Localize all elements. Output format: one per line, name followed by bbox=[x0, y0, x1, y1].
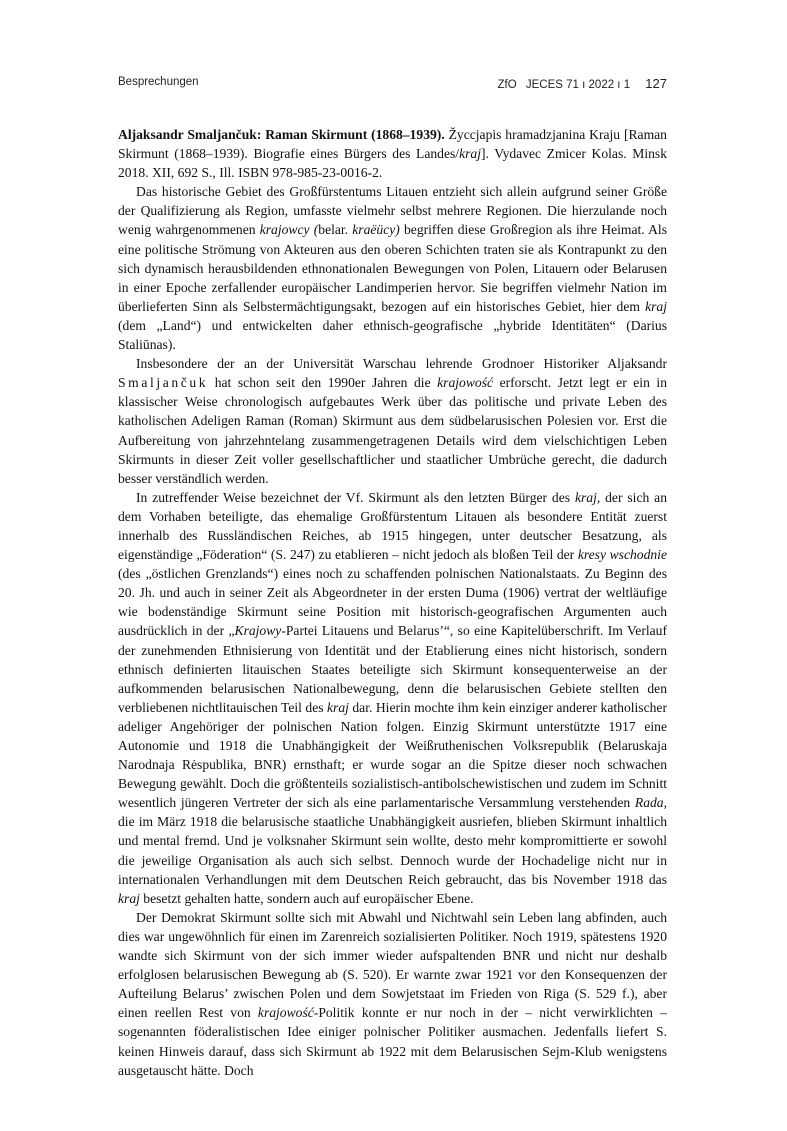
citation-italic: kraj bbox=[459, 146, 481, 162]
paragraph-text: begriffen diese Großregion als ihre Heimat. Als eine politische Strömung von Akteuren aus den oberen Schichten traten sie als Kontrapunkt zu den sich dynamisch herausbildenden ethnonationalen Bewegungen von Polen, Litauern oder Belarusen in einer Epoche zerfallender europäischer Landimperien hervor. Sie begriffen vielmehr Nation im überlieferten Sinn als Selbstermächtigungsakt, bezogen auf ein historisches Gebiet, hier dem bbox=[118, 222, 667, 314]
italic-term: kresy wschodnie bbox=[577, 547, 667, 563]
italic-term: Krajowy bbox=[234, 623, 282, 639]
citation-author-title: Aljaksandr Smaljančuk: Raman Skirmunt (1868–1939). bbox=[118, 127, 445, 142]
italic-term: krajowość bbox=[257, 1005, 314, 1021]
paragraph-text: dar. Hierin mochte ihm kein einziger anderer katholischer adeliger Angehöriger der polnischen Nation folgen. Einzig Skirmunt unterstützte 1917 eine Autonomie und 1918 die Unabhängigkeit der Weißruthenischen Volksrepublik (Belaruskaja Narodnaja Rėspublika, BNR) ernsthaft; er wurde sogar an die Spitze dieser noch schwachen Bewegung gewählt. Doch die größtenteils sozialistisch-antibolschewistischen und zudem im Schnitt wesentlich jüngeren Vertreter der sich als eine parlamentarische Versammlung verstehenden bbox=[118, 699, 667, 811]
paragraph-text: besetzt gehalten hatte, sondern auch auf europäischer Ebene. bbox=[139, 890, 474, 906]
journal-name: ZfO bbox=[497, 79, 517, 91]
paragraph-text: In zutreffender Weise bezeichnet der Vf. Skirmunt als den letzten Bürger des bbox=[136, 489, 575, 505]
citation-text: Žyccjapis hramadzjanina Kraju [Raman Skirmunt (1868–1939). Biografie eines Bürgers des Landes/ bbox=[118, 127, 667, 162]
paragraph-text: -Partei Litauens und Belarus’“, so eine Kapitelüberschrift. Im Verlauf der zunehmenden Ethnisierung von Identität und der Etablierung eines nicht historisch, sondern ethnisch definierten litauischen Staates beteiligte sich Skirmunt konsequenterweise an der aufkommenden belarusischen Nationalbewegung, denn die belarusischen Gebiete stellten den verbliebenen nichtlitauischen Teil des bbox=[118, 623, 667, 715]
italic-term: krajowcy ( bbox=[259, 222, 319, 238]
paragraph-text: Das historische Gebiet des Großfürstentums Litauen entzieht sich allein aufgrund seiner Größe der Qualifizierung als Region, umfasste vielmehr selbst mehrere Regionen. Die hierzulande noch wenig wahrgenommenen bbox=[118, 184, 667, 238]
paragraph-text: Der Demokrat Skirmunt sollte sich mit Abwahl und Nichtwahl sein Leben lang abfinden, auch dies war ungewöhnlich für einen im Zarenreich sozialisierten Politiker. Noch 1919, spätestens 1920 wandte sich Skirmunt von der sich immer wieder aufspaltenden BNR und nicht nur deshalb erfolglosen belarusischen Bewegung ab (S. 520). Er warnte zwar 1921 vor den Konsequenzen der Aufteilung Belarus’ zwischen Polen und dem Sowjetstaat im Frieden von Riga (S. 529 f.), aber einen reellen Rest von bbox=[118, 909, 667, 1021]
journal-issue: JECES 71 ı 2022 ı 1 bbox=[525, 79, 631, 91]
running-header bbox=[118, 76, 667, 94]
paragraph-text: Insbesondere der an der Universität Warschau lehrende Grodnoer Historiker Aljaksandr bbox=[136, 356, 667, 372]
author-name-spaced: Smaljančuk bbox=[118, 375, 209, 391]
review-citation bbox=[118, 125, 667, 182]
paragraph-text: hat schon seit den 1990er Jahren die bbox=[208, 375, 438, 391]
paragraph-2 bbox=[118, 354, 667, 488]
italic-term: kraj bbox=[118, 890, 140, 906]
journal-info bbox=[498, 76, 667, 91]
paragraph-text: (des „östlichen Grenzlands“) eines noch zu schaffenden polnischen Nationalstaats. Zu Beginn des 20. Jh. und auch in seiner Zeit als Abgeordneter in der ersten Duma (1906) vertrat der weltläufige wie bodenständige Skirmunt seine Position mit historisch-geografischen Argumenten auch ausdrücklich in der „ bbox=[118, 566, 667, 639]
paragraph-text: erforscht. Jetzt legt er ein in klassischer Weise chronologisch aufgebautes Werk über das politische und private Leben des katholischen Adeligen Raman (Roman) Skirmunt aus dem südbelarusischen Polesien vor. Erst die Aufbereitung von jahrzehntelang zusammengetragenen Details wird dem vielschichtigen Leben Skirmunts in dieser Zeit voller gesellschaftlicher und staatlicher Umbrüche gerecht, die dadurch besser verständlich werden. bbox=[118, 375, 667, 486]
italic-term: kraëücy) bbox=[352, 222, 400, 238]
paragraph-text: belar. bbox=[318, 222, 353, 238]
section-title: Besprechungen bbox=[118, 76, 199, 88]
paragraph-1 bbox=[118, 182, 667, 354]
paragraph-text: der sich an dem Vorhaben beteiligte, das ehemalige Großfürstentum Litauen als besondere Entität zuerst innerhalb des Russländischen Reiches, ab 1915 hingegen, unter deutscher Besatzung, als eigenständige „Föderation“ (S. 247) zu etablieren – nicht jedoch als bloßen Teil der bbox=[118, 489, 668, 563]
italic-term: kraj, bbox=[574, 489, 601, 505]
italic-term: kraj bbox=[645, 298, 667, 314]
italic-term: kraj bbox=[327, 699, 349, 715]
page-number: 127 bbox=[645, 76, 667, 91]
italic-term: Rada bbox=[634, 795, 664, 811]
paragraph-text: -Politik konnte er nur noch in der – nicht verwirklichten – sogenannten föderalistischen Idee einiger polnischer Politiker ausmachen. Jedenfalls liefert S. keinen Hinweis darauf, dass sich Skirmunt ab 1922 mit dem Belarusischen Sejm-Klub wenigstens ausgetauscht hätte. Doch bbox=[118, 1005, 667, 1078]
review-body bbox=[118, 125, 667, 1080]
paragraph-text: (dem „Land“) und entwickelten daher ethnisch-geografische „hybride Identitäten“ (Darius Staliūnas). bbox=[118, 317, 667, 353]
citation-publisher: ]. Vydavec Zmicer Kolas. Minsk 2018. XII, 692 S., Ill. ISBN 978-985-23-0016-2. bbox=[118, 146, 667, 181]
paragraph-4 bbox=[118, 908, 667, 1080]
paragraph-3 bbox=[118, 488, 667, 908]
italic-term: krajowość bbox=[437, 375, 494, 391]
paragraph-text: , die im März 1918 die belarusische staatliche Unabhängigkeit ausriefen, blieben Skirmunt inhaltlich und mental fremd. Und je volksnaher Skirmunt sein wollte, desto mehr kompromittierte er sowohl die jeweilige Organisation als auch sich selbst. Dennoch wurde der Hochadelige nicht nur in internationalen Verhandlungen mit dem Deutschen Reich gebraucht, das bis November 1918 das bbox=[118, 795, 667, 887]
